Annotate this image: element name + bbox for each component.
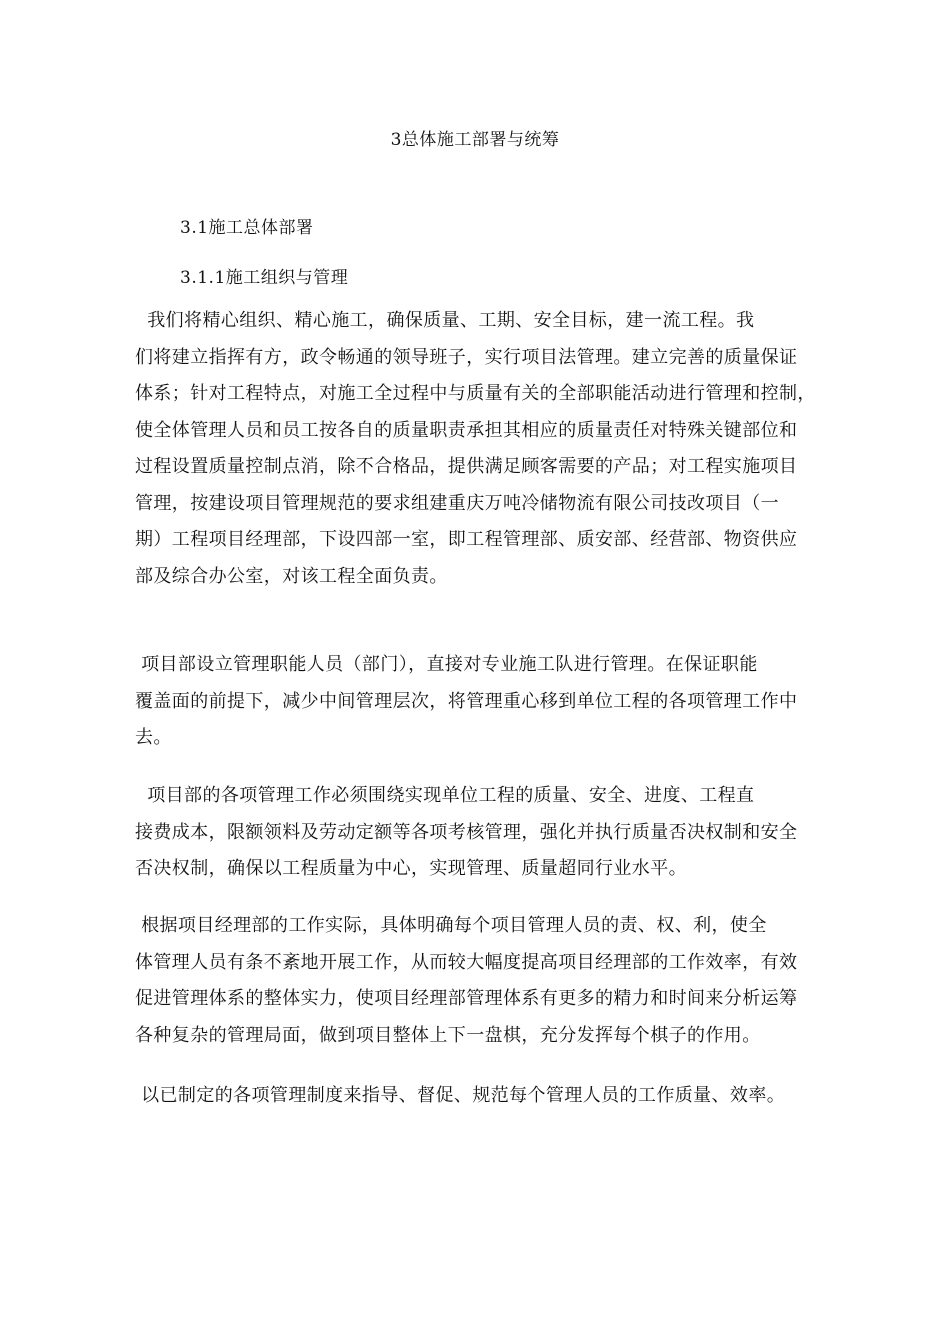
paragraph-1 xyxy=(135,303,835,595)
paragraph-line: 促进管理体系的整体实力，使项目经理部管理体系有更多的精力和时间来分析运筹 xyxy=(135,988,798,1009)
paragraph-line: 过程设置质量控制点消，除不合格品，提供满足顾客需要的产品；对工程实施项目 xyxy=(135,456,798,477)
paragraph-line: 部及综合办公室，对该工程全面负责。 xyxy=(135,565,448,587)
paragraph-line: 覆盖面的前提下，减少中间管理层次，将管理重心移到单位工程的各项管理工作中 xyxy=(135,690,798,712)
paragraph-line: 管理，按建设项目管理规范的要求组建重庆万吨冷储物流有限公司技改项目（一 xyxy=(135,492,779,514)
paragraph-3 xyxy=(135,778,835,888)
paragraph-line: 否决权制，确保以工程质量为中心，实现管理、质量超同行业水平。 xyxy=(135,858,687,879)
paragraph-5 xyxy=(135,1078,835,1115)
paragraph-line: 去。 xyxy=(135,727,172,748)
paragraph-4 xyxy=(135,908,835,1054)
paragraph-line: 各种复杂的管理局面，做到项目整体上下一盘棋，充分发挥每个棋子的作用。 xyxy=(135,1024,761,1046)
section-heading: 3.1施工总体部署 xyxy=(180,218,314,238)
paragraph-line: 我们将精心组织、精心施工，确保质量、工期、安全目标，建一流工程。我 xyxy=(135,310,755,331)
paragraph-line: 体管理人员有条不紊地开展工作，从而较大幅度提高项目经理部的工作效率，有效 xyxy=(135,951,798,973)
document-title: 3总体施工部署与统筹 xyxy=(390,130,560,150)
paragraph-line: 接费成本，限额领料及劳动定额等各项考核管理，强化并执行质量否决权制和安全 xyxy=(135,821,798,843)
paragraph-line: 项目部设立管理职能人员（部门），直接对专业施工队进行管理。在保证职能 xyxy=(135,654,758,675)
subsection-heading: 3.1.1施工组织与管理 xyxy=(180,268,349,288)
paragraph-line: 期）工程项目经理部，下设四部一室，即工程管理部、质安部、经营部、物资供应 xyxy=(135,529,798,550)
paragraph-line: 项目部的各项管理工作必须围绕实现单位工程的质量、安全、进度、工程直 xyxy=(135,785,755,806)
paragraph-line: 以已制定的各项管理制度来指导、督促、规范每个管理人员的工作质量、效率。 xyxy=(135,1085,786,1106)
paragraph-line: 们将建立指挥有方，政令畅通的领导班子，实行项目法管理。建立完善的质量保证 xyxy=(135,346,798,368)
paragraph-2 xyxy=(135,647,835,757)
paragraph-line: 使全体管理人员和员工按各自的质量职责承担其相应的质量责任对特殊关键部位和 xyxy=(135,419,798,441)
paragraph-line: 体系；针对工程特点，对施工全过程中与质量有关的全部职能活动进行管理和控制， xyxy=(135,383,816,404)
paragraph-line: 根据项目经理部的工作实际，具体明确每个项目管理人员的责、权、利，使全 xyxy=(135,915,767,936)
